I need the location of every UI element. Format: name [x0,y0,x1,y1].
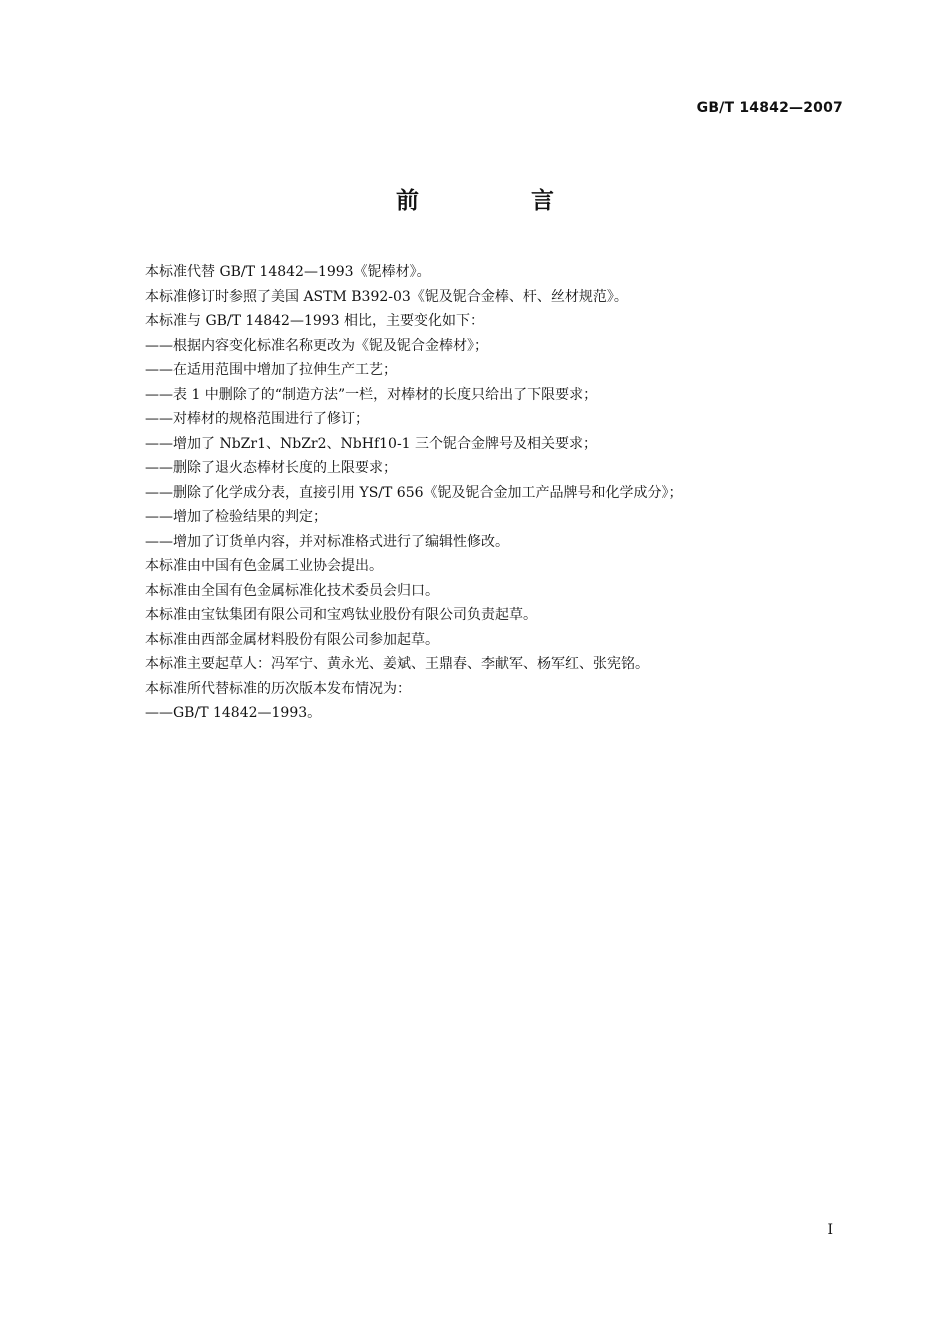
preface-line: ——在适用范围中增加了拉伸生产工艺； [145,362,397,378]
preface-line: 本标准由西部金属材料股份有限公司参加起草。 [145,631,439,648]
preface-line: ——对棒材的规格范围进行了修订； [145,411,369,427]
page-title: 前 言 [395,188,606,214]
preface-line: ——删除了化学成分表，直接引用 YS/T 656《铌及铌合金加工产品牌号和化学成分》； [145,484,683,501]
preface-line: ——增加了 NbZr1、NbZr2、NbHf10-1 三个铌合金牌号及相关要求； [145,435,598,452]
preface-line: 本标准由全国有色金属标准化技术委员会归口。 [145,582,439,599]
standard-code: GB/T 14842—2007 [696,100,843,116]
preface-line: 本标准与 GB/T 14842—1993 相比，主要变化如下： [145,313,485,329]
preface-line: ——GB/T 14842—1993。 [145,705,322,721]
preface-line: ——增加了订货单内容，并对标准格式进行了编辑性修改。 [145,533,509,550]
preface-line: ——表 1 中删除了的“制造方法”一栏，对棒材的长度只给出了下限要求； [145,386,598,403]
preface-line: 本标准主要起草人：冯军宁、黄永光、姜斌、王鼎春、李献军、杨军红、张宪铭。 [145,656,649,672]
preface-line: 本标准所代替标准的历次版本发布情况为： [145,680,411,697]
page-number: I [827,1222,833,1238]
preface-body [145,260,845,726]
preface-line: 本标准由宝钛集团有限公司和宝鸡钛业股份有限公司负责起草。 [145,607,537,623]
preface-line: 本标准代替 GB/T 14842—1993《铌棒材》。 [145,264,431,280]
preface-line: 本标准修订时参照了美国 ASTM B392-03《铌及铌合金棒、杆、丝材规范》。 [145,288,628,305]
preface-line: ——增加了检验结果的判定； [145,509,327,525]
preface-line: ——删除了退火态棒材长度的上限要求； [145,460,397,476]
preface-line: ——根据内容变化标准名称更改为《铌及铌合金棒材》； [145,337,488,354]
preface-line: 本标准由中国有色金属工业协会提出。 [145,558,383,574]
